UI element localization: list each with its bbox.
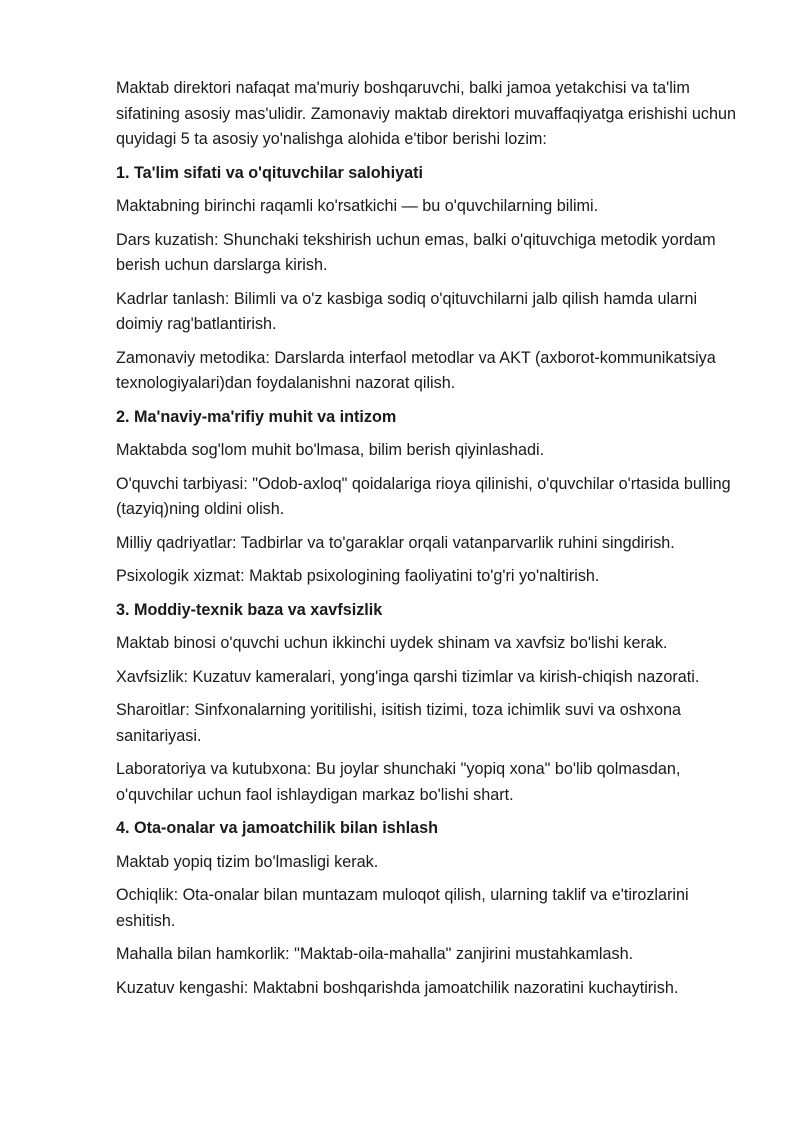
section-paragraph: Maktabning birinchi raqamli ko'rsatkichi — bu o'quvchilarning bilimi.: [116, 197, 599, 215]
intro-paragraph: Maktab direktori nafaqat ma'muriy boshqaruvchi, balki jamoa yetakchisi va ta'lim sifatining asosiy mas'ulidir. Zamonaviy maktab direktori muvaffaqiyatga erishishi uchun quyidagi 5 ta asosiy yo'nalishga alohida e'tibor berishi lozim:: [116, 79, 737, 148]
section-paragraph: Zamonaviy metodika: Darslarda interfaol metodlar va AKT (axborot-kommunikatsiya texnologiyalari)dan foydalanishni nazorat qilish.: [116, 348, 716, 392]
section-3: [116, 598, 741, 809]
section-4: [116, 816, 741, 1001]
section-1: [116, 161, 741, 397]
section-paragraph: Ochiqlik: Ota-onalar bilan muntazam muloqot qilish, ularning taklif va e'tirozlarini eshitish.: [116, 886, 689, 930]
section-paragraph: Xavfsizlik: Kuzatuv kameralari, yong'inga qarshi tizimlar va kirish-chiqish nazorati.: [116, 667, 700, 686]
section-heading: 2. Ma'naviy-ma'rifiy muhit va intizom: [116, 407, 397, 426]
section-paragraph: Dars kuzatish: Shunchaki tekshirish uchun emas, balki o'qituvchiga metodik yordam berish uchun darslarga kirish.: [116, 230, 716, 274]
section-paragraph: Milliy qadriyatlar: Tadbirlar va to'garaklar orqali vatanparvarlik ruhini singdirish.: [116, 533, 675, 552]
section-paragraph: Laboratoriya va kutubxona: Bu joylar shunchaki "yopiq xona" bo'lib qolmasdan, o'quvchilar uchun faol ishlaydigan markaz bo'lishi shart.: [116, 760, 681, 804]
section-heading: 4. Ota-onalar va jamoatchilik bilan ishlash: [116, 819, 439, 837]
section-paragraph: Maktab binosi o'quvchi uchun ikkinchi uydek shinam va xavfsiz bo'lishi kerak.: [116, 634, 668, 652]
section-paragraph: Psixologik xizmat: Maktab psixologining faoliyatini to'g'ri yo'naltirish.: [116, 567, 600, 585]
section-2: [116, 405, 741, 590]
section-heading: 3. Moddiy-texnik baza va xavfsizlik: [116, 600, 383, 619]
document-page: [116, 76, 741, 1009]
section-paragraph: Maktab yopiq tizim bo'lmasligi kerak.: [116, 852, 379, 871]
section-paragraph: Kadrlar tanlash: Bilimli va o'z kasbiga sodiq o'qituvchilarni jalb qilish hamda ularni doimiy rag'batlantirish.: [116, 289, 698, 333]
section-heading: 1. Ta'lim sifati va o'qituvchilar salohiyati: [116, 163, 423, 182]
section-paragraph: Sharoitlar: Sinfxonalarning yoritilishi, isitish tizimi, toza ichimlik suvi va oshxona sanitariyasi.: [116, 701, 681, 745]
section-paragraph: Maktabda sog'lom muhit bo'lmasa, bilim berish qiyinlashadi.: [116, 441, 545, 459]
section-paragraph: O'quvchi tarbiyasi: "Odob-axloq" qoidalariga rioya qilinishi, o'quvchilar o'rtasida bulling (tazyiq)ning oldini olish.: [116, 474, 731, 518]
section-paragraph: Kuzatuv kengashi: Maktabni boshqarishda jamoatchilik nazoratini kuchaytirish.: [116, 978, 679, 997]
section-paragraph: Mahalla bilan hamkorlik: "Maktab-oila-mahalla" zanjirini mustahkamlash.: [116, 945, 634, 963]
